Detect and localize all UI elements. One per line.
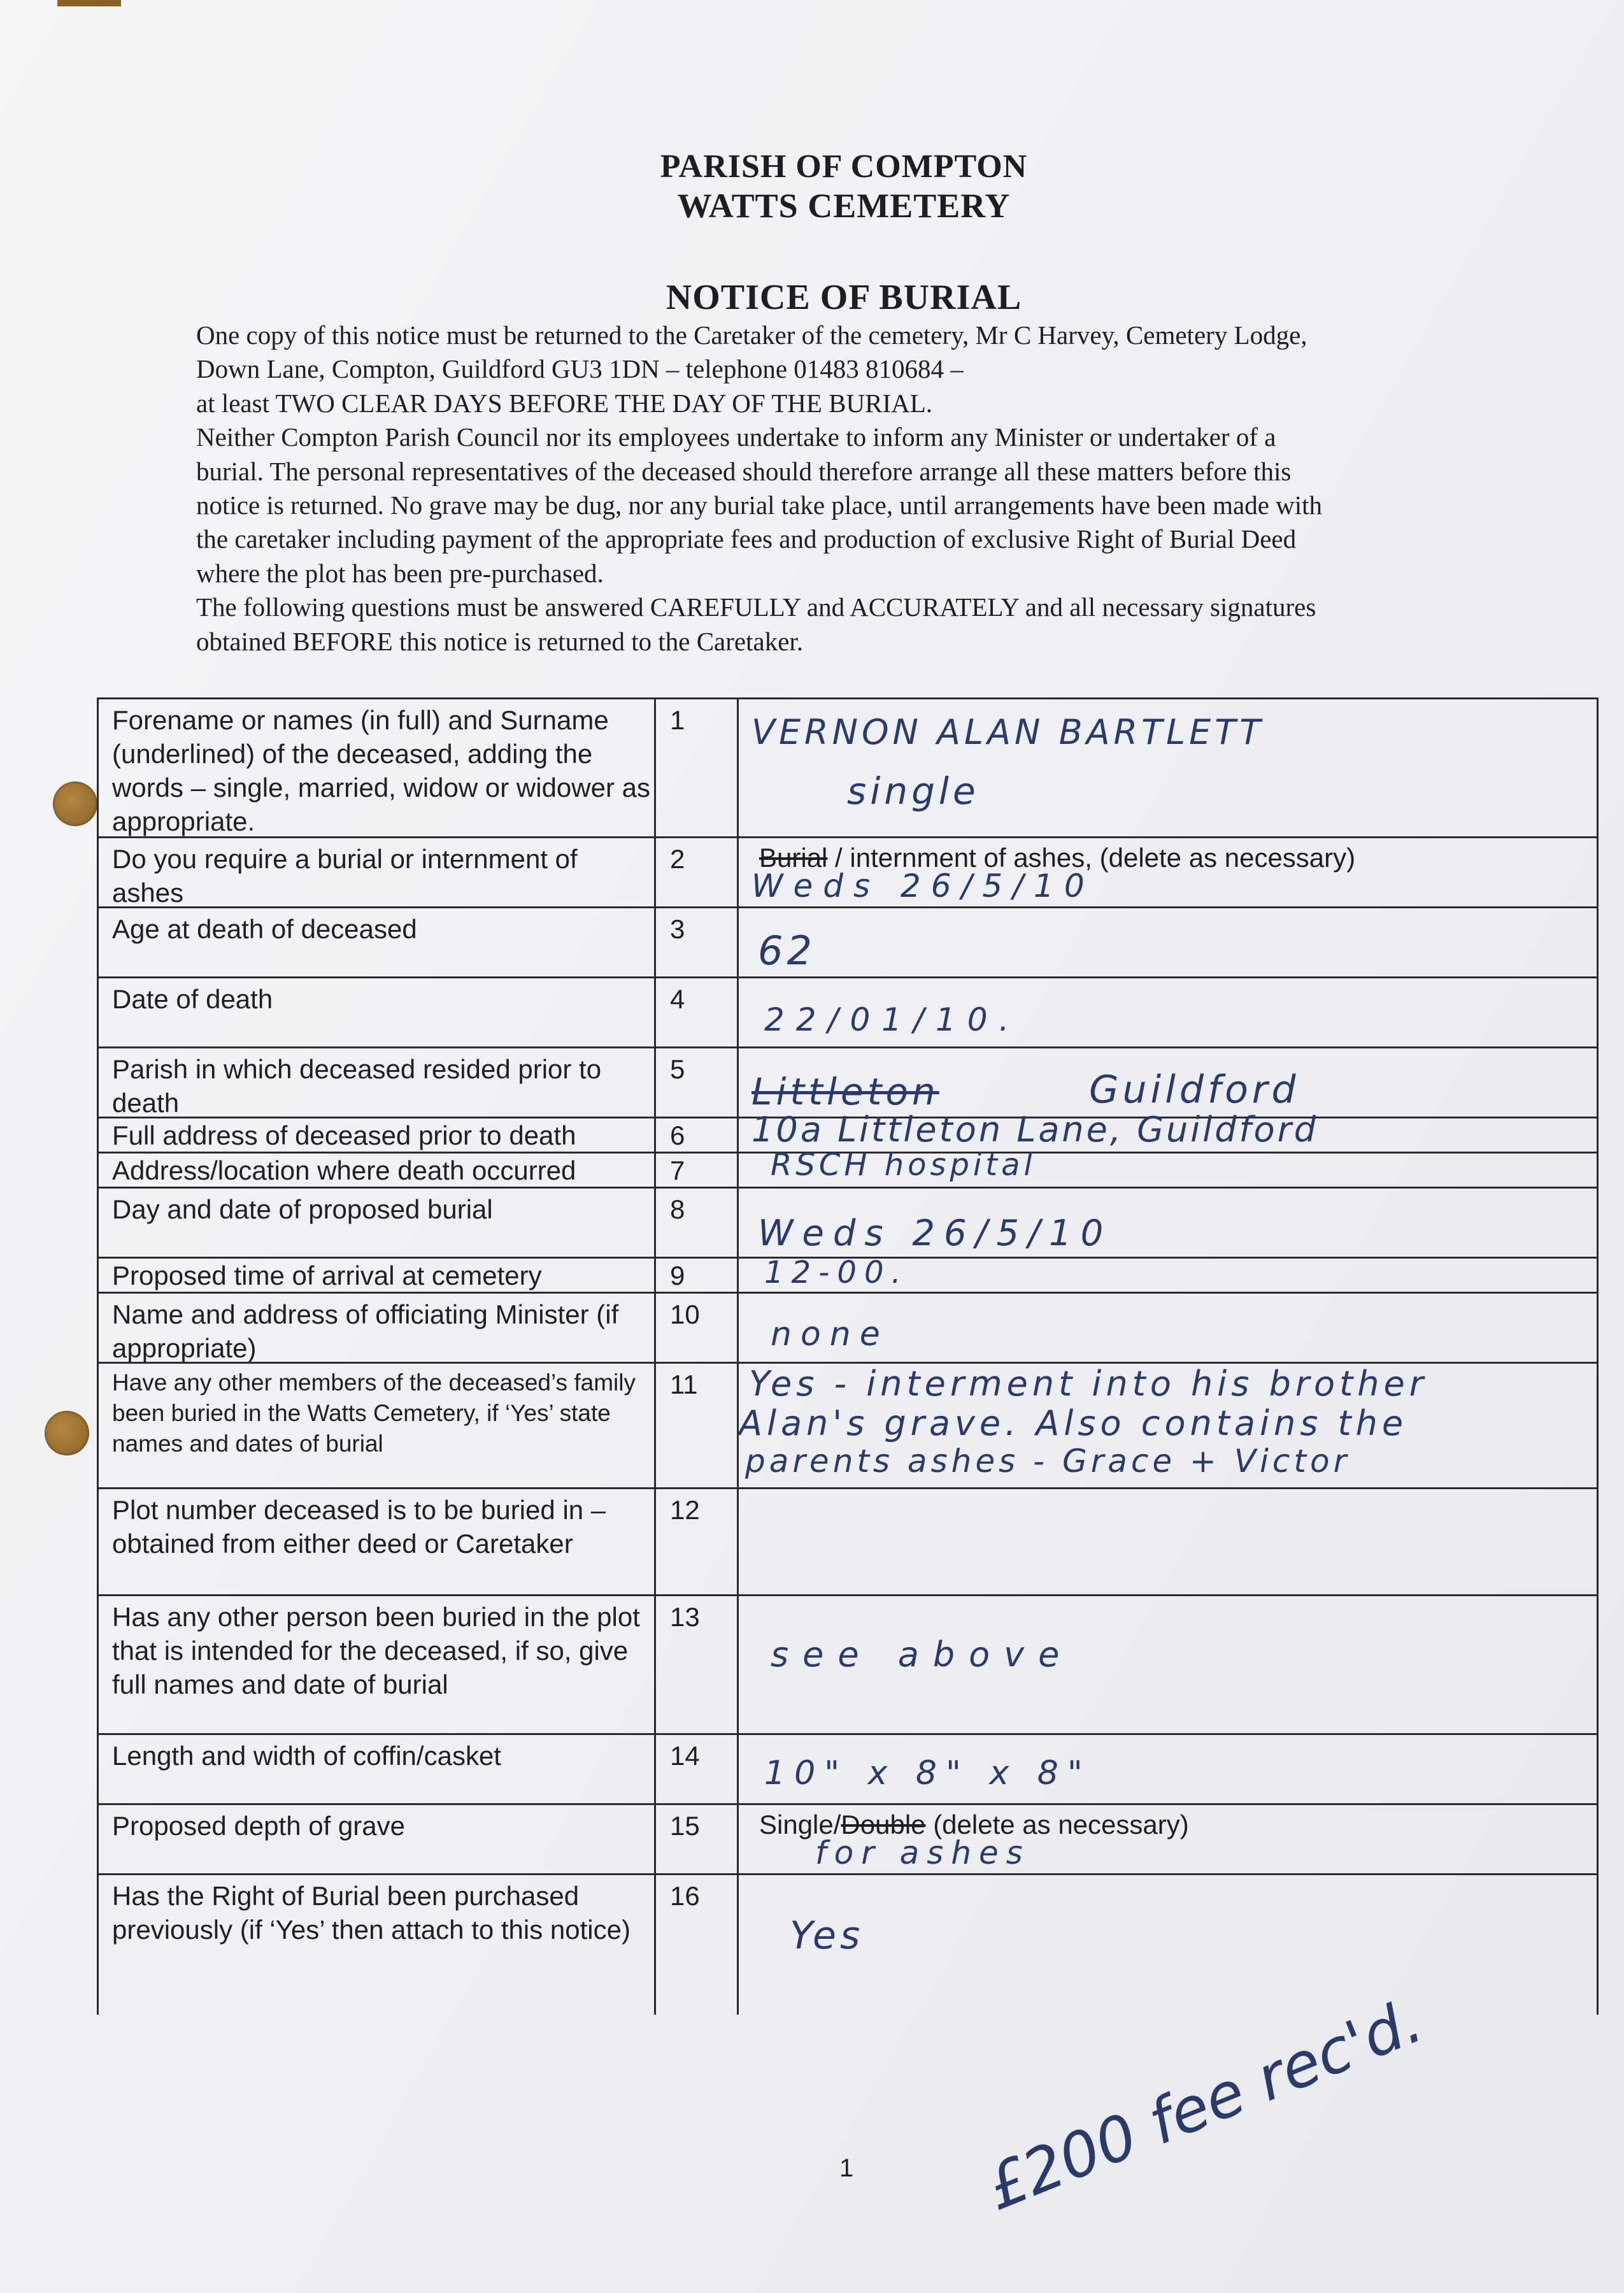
handwritten-answer: 10a Littleton Lane, Guildford [751,1110,1319,1150]
question-number: 3 [670,914,685,944]
intro-line: burial. The personal representatives of the deceased should therefore arrange all these matters before this [196,456,1292,486]
intro-line: notice is returned. No grave may be dug, nor any burial take place, until arrangements have been made with [196,490,1323,520]
handwritten-answer: see above [771,1634,1074,1675]
table-row [97,836,1599,908]
question-label: Date of death [112,984,273,1014]
handwritten-answer: parents ashes - Grace + Victor [745,1443,1351,1480]
question-label: Day and date of proposed burial [112,1194,493,1224]
handwritten-answer: 12-00. [764,1255,909,1290]
intro-instructions [196,318,1527,659]
question-label: Name and address of officiating Minister (if appropriate) [112,1299,619,1363]
punch-hole-bottom [45,1411,89,1455]
question-label: Plot number deceased is to be buried in – obtained from either deed or Caretaker [112,1495,606,1559]
option-text: Single/ [759,1810,841,1839]
punch-hole-top [53,782,97,826]
answer-field[interactable] [745,1294,1592,1364]
question-number: 11 [670,1369,698,1399]
intro-line: One copy of this notice must be returned to the Caretaker of the cemetery, Mr C Harvey, Cemetery Lodge, [196,320,1307,350]
question-label: Forename or names (in full) and Surname (underlined) of the deceased, adding the words – single, married, widow or widower as appropriate. [112,705,650,836]
question-number: 6 [670,1120,685,1150]
handwritten-answer: RSCH hospital [771,1147,1036,1183]
answer-field[interactable] [745,1048,1592,1118]
question-number: 5 [670,1054,685,1084]
answer-field[interactable] [745,1735,1592,1805]
handwritten-answer: Alan's grave. Also contains the [739,1403,1408,1443]
question-label: Has any other person been buried in the plot that is intended for the deceased, if so, give full names and date of burial [112,1602,640,1699]
question-number: 13 [670,1602,700,1632]
question-label: Length and width of coffin/casket [112,1741,501,1771]
handwritten-answer: Guildford [1089,1068,1300,1112]
question-label: Address/location where death occurred [112,1155,576,1185]
answer-field[interactable] [745,978,1592,1048]
burial-form-table [97,697,1599,2015]
table-row [97,976,1599,1048]
handwritten-fee-note: £200 fee rec'd. [976,1985,1432,2224]
question-label: Parish in which deceased resided prior to death [112,1054,602,1118]
answer-field[interactable] [745,1805,1592,1875]
question-number: 2 [670,844,685,874]
answer-field[interactable] [745,699,1592,838]
handwritten-answer: Yes - interment into his brother [749,1364,1428,1404]
question-number: 14 [670,1741,700,1771]
table-border-right [1597,697,1599,2015]
corner-tab [57,0,121,6]
answer-field[interactable] [745,838,1592,908]
handwritten-answer: Yes [790,1913,864,1958]
intro-line: Neither Compton Parish Council nor its employees undertake to inform any Minister or undertaker of a [196,422,1276,452]
table-row [97,1803,1599,1875]
handwritten-answer: 22/01/10. [764,1001,1021,1038]
handwritten-answer: 10" x 8" x 8" [764,1754,1092,1792]
intro-line: the caretaker including payment of the appropriate fees and production of exclusive Right of Burial Deed [196,524,1297,554]
answer-field[interactable] [745,1189,1592,1259]
handwritten-answer: none [771,1315,889,1354]
answer-field[interactable] [745,1596,1592,1735]
struck-option: Burial [759,843,828,873]
table-row [97,1733,1599,1805]
cemetery-heading: WATTS CEMETERY [677,187,1011,225]
answer-field[interactable] [745,1875,1592,2017]
notice-title: NOTICE OF BURIAL [666,278,1022,317]
question-number: 1 [670,705,685,735]
intro-line: at least TWO CLEAR DAYS BEFORE THE DAY OF THE BURIAL. [196,388,933,418]
question-number: 16 [670,1881,700,1911]
question-number: 7 [670,1155,685,1185]
table-row [97,1487,1599,1596]
intro-line: where the plot has been pre-purchased. [196,558,604,588]
intro-line: The following questions must be answered CAREFULLY and ACCURATELY and all necessary signatures [196,592,1316,622]
question-label: Proposed depth of grave [112,1811,405,1841]
question-number: 15 [670,1811,700,1841]
handwritten-answer: Weds 26/5/10 [758,1213,1113,1254]
question-number: 9 [670,1261,685,1290]
handwritten-answer: 62 [758,927,816,974]
answer-field[interactable] [745,1489,1592,1596]
handwritten-answer: VERNON ALAN BARTLETT [751,712,1265,752]
option-text: (delete as necessary) [925,1810,1189,1839]
table-row [97,1187,1599,1259]
table-row [97,1147,1599,1189]
handwritten-answer: single [847,769,979,813]
handwritten-answer: for ashes [815,1834,1030,1871]
answer-field[interactable] [745,1255,1592,1294]
question-number: 4 [670,984,685,1014]
question-label: Has the Right of Burial been purchased previously (if ‘Yes’ then attach to this notice) [112,1881,630,1945]
table-row [97,906,1599,978]
table-row [97,1873,1599,2017]
answer-field[interactable] [745,908,1592,978]
table-row [97,1362,1599,1489]
intro-line: obtained BEFORE this notice is returned to the Caretaker. [196,626,804,656]
table-row [97,1046,1599,1118]
question-label: Have any other members of the deceased’s family been buried in the Watts Cemetery, if ‘Yes’ state names and dates of burial [112,1369,636,1457]
answer-field[interactable] [745,1147,1592,1189]
table-row [97,1292,1599,1364]
handwritten-answer: Weds 26/5/10 [751,868,1095,904]
table-row [97,697,1599,838]
table-row [97,1594,1599,1735]
table-row [97,1257,1599,1294]
question-number: 8 [670,1194,685,1224]
question-label: Do you require a burial or internment of ashes [112,844,578,908]
question-number: 12 [670,1495,700,1525]
option-text: / internment of ashes, (delete as necessary) [827,843,1356,873]
struck-option: Double [841,1810,926,1839]
question-number: 10 [670,1299,700,1329]
handwritten-struck: Littleton [751,1070,939,1113]
intro-line: Down Lane, Compton, Guildford GU3 1DN – telephone 01483 810684 – [196,354,964,384]
question-label: Full address of deceased prior to death [112,1120,576,1150]
page-number: 1 [839,2154,854,2182]
answer-field[interactable] [739,1364,1592,1489]
question-label: Proposed time of arrival at cemetery [112,1261,542,1290]
parish-heading: PARISH OF COMPTON [660,148,1028,185]
question-label: Age at death of deceased [112,914,417,944]
